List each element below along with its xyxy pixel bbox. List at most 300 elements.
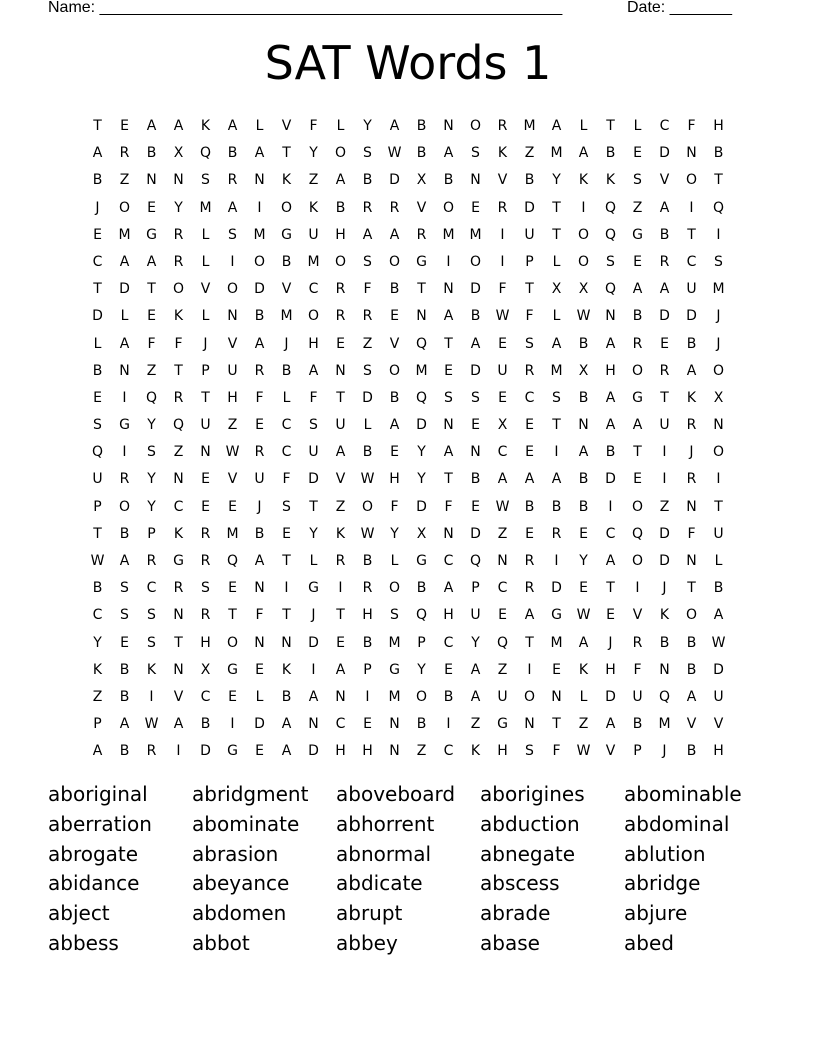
grid-letter: R — [416, 226, 427, 243]
grid-letter: Q — [145, 389, 158, 406]
grid-letter: L — [552, 253, 561, 270]
word-bank-item: abhorrent — [336, 811, 435, 836]
grid-letter: B — [254, 525, 265, 542]
grid-letter: U — [308, 226, 319, 243]
grid-letter: A — [443, 308, 454, 325]
grid-letter: S — [147, 444, 156, 461]
grid-letter: E — [471, 498, 480, 515]
grid-letter: D — [605, 688, 616, 705]
grid-letter: E — [255, 661, 264, 678]
grid-letter: T — [525, 634, 534, 651]
grid-letter: R — [200, 553, 211, 569]
grid-letter: T — [714, 498, 723, 515]
grid-letter: T — [228, 607, 237, 624]
grid-letter: G — [227, 661, 238, 678]
grid-letter: N — [470, 172, 481, 189]
grid-letter: A — [686, 362, 697, 379]
grid-letter: H — [497, 743, 508, 760]
grid-letter: B — [686, 743, 697, 760]
grid-letter: Z — [416, 743, 427, 760]
word-bank-item: abrogate — [48, 841, 139, 866]
word-bank-item: abscess — [480, 871, 560, 896]
grid-letter: H — [308, 335, 319, 352]
grid-letter: I — [716, 226, 721, 243]
grid-letter: U — [308, 444, 319, 461]
grid-letter: P — [363, 661, 372, 678]
grid-letter: W — [576, 308, 591, 325]
grid-letter: I — [446, 253, 451, 270]
grid-letter: A — [551, 335, 562, 352]
grid-letter: I — [122, 389, 127, 406]
grid-letter: Q — [172, 417, 185, 434]
grid-letter: T — [444, 471, 453, 488]
grid-letter: M — [118, 226, 131, 243]
grid-letter: B — [416, 580, 427, 597]
grid-letter: S — [363, 145, 372, 162]
grid-letter: O — [577, 253, 590, 270]
grid-letter: Y — [390, 525, 399, 542]
grid-letter: Q — [469, 553, 482, 569]
grid-letter: U — [335, 417, 346, 434]
grid-letter: Z — [578, 716, 589, 733]
grid-letter: J — [311, 607, 316, 624]
grid-letter: E — [120, 634, 129, 651]
grid-letter: M — [523, 118, 536, 134]
grid-letter: E — [120, 118, 129, 134]
grid-letter: R — [173, 580, 184, 597]
grid-letter: R — [173, 226, 184, 243]
grid-letter: N — [254, 172, 265, 189]
grid-letter: L — [714, 553, 723, 569]
grid-letter: T — [552, 199, 561, 216]
grid-letter: R — [632, 634, 643, 651]
grid-letter: B — [443, 172, 454, 189]
grid-letter: A — [119, 553, 130, 569]
grid-letter: A — [281, 743, 292, 760]
grid-letter: E — [390, 444, 399, 461]
grid-letter: W — [711, 634, 726, 651]
grid-letter: A — [119, 335, 130, 352]
grid-letter: R — [200, 525, 211, 542]
grid-letter: A — [686, 688, 697, 705]
grid-letter: T — [174, 362, 183, 379]
grid-letter: A — [443, 580, 454, 597]
grid-letter: A — [254, 335, 265, 352]
grid-letter: Y — [471, 634, 480, 651]
grid-letter: S — [201, 580, 210, 597]
grid-letter: Y — [579, 553, 588, 569]
grid-letter: Q — [199, 145, 212, 162]
grid-letter: N — [416, 308, 427, 325]
grid-letter: A — [254, 145, 265, 162]
grid-letter: P — [417, 634, 426, 651]
grid-letter: H — [335, 226, 346, 243]
grid-letter: L — [579, 118, 588, 134]
word-bank-item: abnormal — [336, 841, 432, 866]
grid-letter: S — [309, 417, 318, 434]
grid-letter: O — [523, 688, 536, 705]
grid-letter: E — [552, 661, 561, 678]
grid-letter: C — [524, 389, 535, 406]
grid-letter: A — [335, 661, 346, 678]
grid-letter: E — [498, 389, 507, 406]
word-bank-item: abdominal — [624, 811, 730, 836]
grid-letter: N — [551, 688, 562, 705]
grid-letter: A — [308, 688, 319, 705]
grid-letter: I — [662, 444, 667, 461]
grid-letter: F — [174, 335, 183, 352]
grid-letter: G — [119, 417, 130, 434]
grid-letter: Q — [658, 688, 671, 705]
word-bank-item: aboveboard — [336, 782, 456, 806]
grid-letter: B — [200, 716, 211, 733]
grid-letter: Z — [362, 335, 373, 352]
grid-letter: T — [147, 281, 156, 298]
grid-letter: D — [470, 525, 481, 542]
grid-letter: F — [552, 743, 561, 760]
grid-letter: A — [632, 417, 643, 434]
grid-letter: E — [201, 471, 210, 488]
grid-letter: S — [471, 389, 480, 406]
grid-letter: H — [200, 634, 211, 651]
grid-letter: S — [120, 607, 129, 624]
grid-letter: A — [335, 172, 346, 189]
grid-letter: O — [631, 498, 644, 515]
grid-letter: I — [662, 471, 667, 488]
grid-letter: R — [659, 253, 670, 270]
grid-letter: O — [118, 199, 131, 216]
grid-letter: X — [713, 389, 724, 406]
grid-letter: K — [173, 308, 184, 325]
grid-letter: S — [471, 145, 480, 162]
grid-letter: B — [119, 743, 130, 760]
grid-letter: E — [444, 661, 453, 678]
grid-letter: A — [92, 743, 103, 760]
grid-letter: R — [146, 743, 157, 760]
grid-letter: K — [497, 145, 508, 162]
letter-grid — [84, 113, 732, 766]
grid-letter: R — [497, 118, 508, 134]
grid-letter: F — [255, 607, 264, 624]
grid-letter: B — [578, 389, 589, 406]
grid-letter: N — [335, 688, 346, 705]
grid-letter: K — [92, 661, 103, 678]
grid-letter: M — [550, 145, 563, 162]
grid-letter: Y — [309, 525, 318, 542]
grid-letter: W — [387, 145, 402, 162]
grid-letter: C — [92, 607, 103, 624]
grid-letter: W — [495, 498, 510, 515]
grid-letter: E — [336, 634, 345, 651]
grid-letter: N — [443, 281, 454, 298]
grid-letter: T — [417, 281, 426, 298]
grid-letter: P — [93, 498, 102, 515]
grid-letter: T — [552, 226, 561, 243]
grid-letter: T — [93, 118, 102, 134]
grid-letter: D — [470, 281, 481, 298]
grid-letter: A — [227, 199, 238, 216]
grid-letter: O — [253, 253, 266, 270]
grid-letter: E — [525, 417, 534, 434]
grid-letter: B — [119, 688, 130, 705]
grid-letter: D — [659, 525, 670, 542]
grid-letter: B — [389, 389, 400, 406]
grid-letter: H — [605, 661, 616, 678]
grid-letter: N — [470, 444, 481, 461]
grid-letter: D — [416, 498, 427, 515]
grid-letter: N — [389, 743, 400, 760]
grid-letter: H — [605, 362, 616, 379]
grid-letter: M — [388, 634, 401, 651]
grid-letter: I — [446, 716, 451, 733]
grid-letter: V — [227, 335, 238, 352]
grid-letter: F — [498, 281, 507, 298]
grid-letter: T — [444, 335, 453, 352]
grid-letter: R — [362, 308, 373, 325]
grid-letter: B — [470, 471, 481, 488]
grid-letter: E — [282, 525, 291, 542]
grid-letter: W — [495, 308, 510, 325]
grid-letter: S — [444, 389, 453, 406]
grid-letter: C — [605, 525, 616, 542]
grid-letter: L — [309, 553, 318, 569]
grid-letter: Z — [119, 172, 130, 189]
grid-letter: F — [633, 661, 642, 678]
grid-letter: A — [173, 118, 184, 134]
grid-letter: G — [416, 553, 427, 569]
grid-letter: W — [360, 525, 375, 542]
grid-letter: B — [281, 253, 292, 270]
grid-letter: X — [497, 417, 508, 434]
grid-letter: B — [335, 199, 346, 216]
grid-letter: I — [716, 471, 721, 488]
grid-letter: O — [226, 634, 239, 651]
grid-letter: N — [281, 634, 292, 651]
grid-letter: W — [225, 444, 240, 461]
grid-letter: R — [551, 525, 562, 542]
grid-letter: A — [443, 145, 454, 162]
grid-letter: E — [579, 525, 588, 542]
grid-letter: Y — [147, 471, 156, 488]
grid-letter: W — [576, 743, 591, 760]
grid-letter: L — [579, 688, 588, 705]
grid-letter: C — [200, 688, 211, 705]
grid-letter: C — [443, 553, 454, 569]
grid-letter: N — [686, 553, 697, 569]
grid-letter: Y — [417, 471, 426, 488]
grid-letter: N — [173, 172, 184, 189]
date-field-label: Date: _______ — [627, 0, 732, 16]
grid-letter: O — [685, 607, 698, 624]
grid-letter: T — [633, 444, 642, 461]
grid-letter: T — [282, 607, 291, 624]
grid-letter: K — [470, 743, 481, 760]
grid-letter: L — [633, 118, 642, 134]
grid-letter: B — [362, 634, 373, 651]
grid-letter: I — [284, 580, 289, 597]
grid-letter: B — [146, 145, 157, 162]
grid-letter: R — [146, 553, 157, 569]
grid-letter: H — [227, 389, 238, 406]
grid-letter: A — [551, 471, 562, 488]
grid-letter: J — [716, 308, 721, 325]
grid-letter: Q — [604, 199, 617, 216]
grid-letter: B — [119, 661, 130, 678]
grid-letter: A — [524, 607, 535, 624]
grid-letter: N — [308, 716, 319, 733]
grid-letter: S — [201, 172, 210, 189]
grid-letter: I — [527, 661, 532, 678]
grid-letter: T — [552, 716, 561, 733]
grid-letter: H — [389, 471, 400, 488]
grid-letter: F — [309, 389, 318, 406]
grid-letter: U — [713, 688, 724, 705]
grid-letter: T — [714, 172, 723, 189]
grid-letter: C — [281, 417, 292, 434]
grid-letter: B — [92, 580, 103, 597]
grid-letter: U — [470, 607, 481, 624]
grid-letter: B — [524, 498, 535, 515]
grid-letter: A — [713, 607, 724, 624]
grid-letter: Y — [147, 417, 156, 434]
grid-letter: T — [660, 389, 669, 406]
grid-letter: T — [93, 281, 102, 298]
grid-letter: D — [659, 553, 670, 569]
grid-letter: W — [144, 716, 159, 733]
grid-letter: V — [497, 172, 508, 189]
grid-letter: A — [470, 661, 481, 678]
grid-letter: R — [254, 362, 265, 379]
grid-letter: J — [608, 634, 613, 651]
grid-letter: E — [498, 607, 507, 624]
grid-letter: A — [578, 145, 589, 162]
grid-letter: C — [659, 118, 670, 134]
grid-letter: S — [606, 253, 615, 270]
grid-letter: S — [93, 417, 102, 434]
grid-letter: Q — [496, 634, 509, 651]
grid-letter: A — [578, 444, 589, 461]
word-bank-item: abrade — [480, 901, 551, 926]
grid-letter: C — [308, 281, 319, 298]
grid-letter: B — [686, 335, 697, 352]
grid-letter: A — [497, 471, 508, 488]
grid-letter: H — [362, 743, 373, 760]
grid-letter: N — [146, 172, 157, 189]
grid-letter: R — [659, 362, 670, 379]
grid-letter: O — [226, 281, 239, 298]
grid-letter: B — [92, 172, 103, 189]
grid-letter: C — [497, 580, 508, 597]
grid-letter: G — [632, 389, 643, 406]
grid-letter: X — [578, 362, 589, 379]
grid-letter: X — [416, 525, 427, 542]
grid-letter: I — [149, 688, 154, 705]
grid-letter: C — [173, 498, 184, 515]
grid-letter: B — [551, 498, 562, 515]
grid-letter: D — [659, 145, 670, 162]
grid-letter: K — [578, 172, 589, 189]
grid-letter: B — [416, 716, 427, 733]
grid-letter: O — [388, 580, 401, 597]
grid-letter: Z — [146, 362, 157, 379]
word-bank-item: abrasion — [192, 841, 279, 866]
grid-letter: O — [577, 226, 590, 243]
grid-letter: V — [281, 118, 292, 134]
grid-letter: T — [687, 580, 696, 597]
grid-letter: B — [254, 308, 265, 325]
grid-letter: C — [92, 253, 103, 270]
grid-letter: J — [95, 199, 100, 216]
grid-letter: R — [200, 607, 211, 624]
grid-letter: T — [525, 281, 534, 298]
grid-letter: V — [416, 199, 427, 216]
word-bank-item: abbot — [192, 930, 250, 955]
grid-letter: L — [93, 335, 102, 352]
grid-letter: E — [633, 253, 642, 270]
grid-letter: F — [687, 118, 696, 134]
word-bank-item: aboriginal — [48, 782, 148, 806]
grid-letter: D — [416, 417, 427, 434]
grid-letter: F — [444, 498, 453, 515]
grid-letter: A — [119, 716, 130, 733]
grid-letter: O — [685, 172, 698, 189]
grid-letter: Q — [712, 199, 725, 216]
grid-letter: N — [686, 498, 697, 515]
grid-letter: V — [713, 716, 724, 733]
grid-letter: Q — [631, 525, 644, 542]
grid-letter: E — [606, 607, 615, 624]
word-bank-item: abdicate — [336, 871, 423, 896]
grid-letter: D — [551, 580, 562, 597]
grid-letter: R — [686, 417, 697, 434]
grid-letter: P — [93, 716, 102, 733]
grid-letter: Y — [174, 199, 183, 216]
grid-letter: N — [227, 308, 238, 325]
grid-letter: V — [173, 688, 184, 705]
grid-letter: O — [712, 362, 725, 379]
grid-letter: E — [471, 199, 480, 216]
grid-letter: B — [416, 118, 427, 134]
grid-letter: D — [659, 308, 670, 325]
grid-letter: E — [579, 580, 588, 597]
grid-letter: E — [93, 389, 102, 406]
grid-letter: O — [280, 199, 293, 216]
grid-letter: K — [200, 118, 211, 134]
grid-letter: E — [228, 498, 237, 515]
grid-letter: T — [174, 634, 183, 651]
grid-letter: Z — [335, 498, 346, 515]
grid-letter: S — [633, 172, 642, 189]
grid-letter: A — [605, 335, 616, 352]
grid-letter: B — [578, 471, 589, 488]
grid-letter: Q — [415, 389, 428, 406]
grid-letter: U — [713, 525, 724, 542]
word-bank — [48, 780, 768, 959]
grid-letter: Z — [308, 172, 319, 189]
grid-letter: E — [336, 335, 345, 352]
grid-letter: C — [686, 253, 697, 270]
grid-letter: O — [469, 253, 482, 270]
grid-letter: I — [554, 553, 559, 569]
grid-letter: J — [203, 335, 208, 352]
grid-letter: E — [633, 471, 642, 488]
grid-letter: A — [92, 145, 103, 162]
grid-letter: O — [631, 362, 644, 379]
grid-letter: I — [257, 199, 262, 216]
grid-letter: D — [605, 471, 616, 488]
grid-letter: U — [497, 362, 508, 379]
grid-letter: V — [200, 281, 211, 298]
